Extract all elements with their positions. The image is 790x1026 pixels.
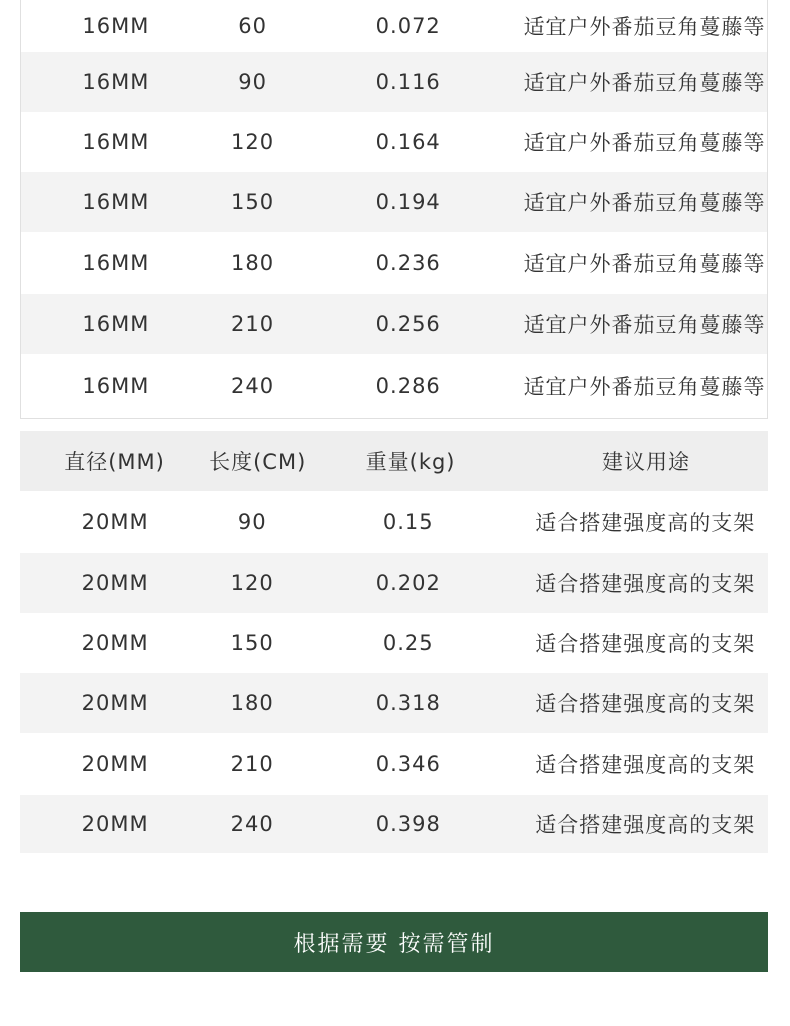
length-cell: 210 — [231, 312, 275, 336]
diameter-cell: 16MM — [82, 70, 150, 94]
weight-cell: 0.116 — [375, 70, 441, 94]
usage-cell: 适宜户外番茄豆角蔓藤等 — [523, 375, 766, 399]
usage-cell: 适宜户外番茄豆角蔓藤等 — [523, 131, 766, 155]
weight-cell: 0.15 — [382, 510, 434, 534]
length-cell: 180 — [231, 251, 275, 275]
table-row — [20, 733, 768, 795]
management-banner — [20, 912, 768, 972]
usage-cell: 适合搭建强度高的支架 — [535, 692, 756, 716]
table-row — [21, 0, 767, 52]
table-row — [21, 354, 767, 418]
length-cell: 150 — [231, 190, 275, 214]
weight-cell: 0.236 — [375, 251, 441, 275]
table-row — [20, 553, 768, 613]
header-usage: 建议用途 — [602, 450, 691, 474]
spec-table-16mm — [20, 0, 768, 419]
usage-cell: 适合搭建强度高的支架 — [535, 632, 756, 656]
table-row — [21, 172, 767, 232]
diameter-cell: 20MM — [81, 571, 149, 595]
weight-cell: 0.25 — [382, 631, 434, 655]
usage-cell: 适合搭建强度高的支架 — [535, 511, 756, 535]
header-diameter: 直径(MM) — [64, 450, 165, 474]
weight-cell: 0.318 — [375, 691, 441, 715]
usage-cell: 适合搭建强度高的支架 — [535, 572, 756, 596]
diameter-cell: 16MM — [82, 251, 150, 275]
usage-cell: 适宜户外番茄豆角蔓藤等 — [523, 71, 766, 95]
length-cell: 120 — [230, 571, 274, 595]
weight-cell: 0.398 — [375, 812, 441, 836]
table-row — [20, 673, 768, 733]
length-cell: 240 — [230, 812, 274, 836]
table-row — [21, 232, 767, 294]
diameter-cell: 16MM — [82, 190, 150, 214]
usage-cell: 适合搭建强度高的支架 — [535, 813, 756, 837]
diameter-cell: 16MM — [82, 130, 150, 154]
diameter-cell: 16MM — [82, 374, 150, 398]
weight-cell: 0.346 — [375, 752, 441, 776]
length-cell: 210 — [230, 752, 274, 776]
weight-cell: 0.072 — [375, 14, 441, 38]
diameter-cell: 20MM — [81, 691, 149, 715]
usage-cell: 适宜户外番茄豆角蔓藤等 — [523, 252, 766, 276]
usage-cell: 适宜户外番茄豆角蔓藤等 — [523, 313, 766, 337]
table-row — [21, 294, 767, 354]
weight-cell: 0.286 — [375, 374, 441, 398]
header-length: 长度(CM) — [209, 450, 307, 474]
header-weight: 重量(kg) — [365, 450, 456, 474]
diameter-cell: 20MM — [81, 631, 149, 655]
usage-cell: 适宜户外番茄豆角蔓藤等 — [523, 15, 766, 39]
diameter-cell: 16MM — [82, 312, 150, 336]
weight-cell: 0.164 — [375, 130, 441, 154]
length-cell: 150 — [230, 631, 274, 655]
usage-cell: 适宜户外番茄豆角蔓藤等 — [523, 191, 766, 215]
table-row — [21, 112, 767, 172]
length-cell: 60 — [238, 14, 267, 38]
length-cell: 90 — [237, 510, 267, 534]
table-row — [20, 795, 768, 853]
weight-cell: 0.202 — [375, 571, 441, 595]
length-cell: 180 — [230, 691, 274, 715]
diameter-cell: 16MM — [82, 14, 150, 38]
length-cell: 120 — [231, 130, 275, 154]
table-row — [20, 613, 768, 673]
usage-cell: 适合搭建强度高的支架 — [535, 753, 756, 777]
table-row — [21, 52, 767, 112]
weight-cell: 0.194 — [375, 190, 441, 214]
table-header-row — [20, 431, 768, 491]
banner-text: 根据需要 按需管制 — [293, 931, 495, 957]
weight-cell: 0.256 — [375, 312, 441, 336]
diameter-cell: 20MM — [81, 510, 149, 534]
length-cell: 90 — [238, 70, 267, 94]
diameter-cell: 20MM — [81, 812, 149, 836]
spec-table-20mm — [20, 431, 768, 853]
diameter-cell: 20MM — [81, 752, 149, 776]
length-cell: 240 — [231, 374, 275, 398]
table-row — [20, 491, 768, 553]
